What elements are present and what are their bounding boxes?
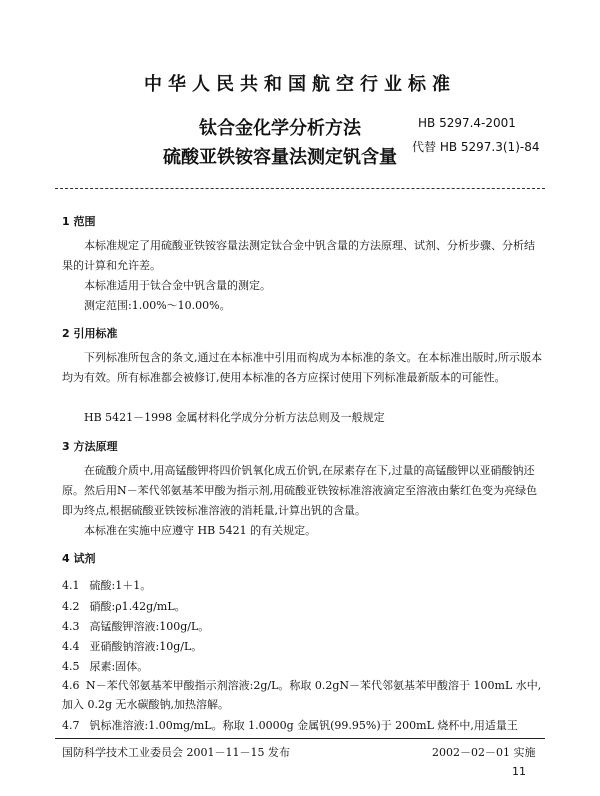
reagent-text: 高锰酸钾溶液:100g/L。 [89,620,210,633]
section-4-heading: 4 试剂 [62,552,96,565]
reagent-text: 硫酸:1＋1。 [89,579,152,592]
reagent-number: 4.4 [62,640,80,653]
issue-date: 国防科学技术工业委员会 2001－11－15 发布 [62,746,290,759]
section-1-paragraph-1: 本标准规定了用硫酸亚铁铵容量法测定钛合金中钒含量的方法原理、试剂、分析步骤、分析结果的计算和允许差。 [62,239,535,272]
section-1-paragraph-3: 测定范围:1.00%～10.00%。 [84,299,231,312]
reagent-item [62,618,544,634]
implementation-date: 2002－02－01 实施 [432,746,536,759]
section-3-paragraph-2: 本标准在实施中应遵守 HB 5421 的有关规定。 [84,524,317,537]
reagent-item [62,676,544,714]
section-2-heading: 2 引用标准 [62,327,118,340]
reagent-text: N－苯代邻氨基苯甲酸指示剂溶液:2g/L。称取 0.2gN－苯代邻氨基苯甲酸溶于 100mL 水中,加入 0.2g 无水碳酸钠,加热溶解。 [62,679,542,711]
replaces-standard: 代替 HB 5297.3(1)-84 [412,140,540,154]
section-2-reference: HB 5421－1998 金属材料化学成分分析方法总则及一般规定 [84,411,385,424]
reagent-item [62,717,544,733]
reagent-number: 4.6 [62,679,80,692]
section-1-paragraph-2: 本标准适用于钛合金中钒含量的测定。 [84,279,271,292]
reagent-number: 4.5 [62,660,80,673]
reagent-number: 4.1 [62,579,80,592]
document-title-line2: 硫酸亚铁铵容量法测定钒含量 [163,147,397,168]
reagent-number: 4.3 [62,620,80,633]
reagent-number: 4.7 [62,719,80,732]
reagent-number: 4.2 [62,600,80,613]
page-number: 11 [512,765,526,778]
section-1-heading: 1 范围 [62,215,96,228]
reagent-item [62,598,544,614]
section-3-heading: 3 方法原理 [62,440,118,453]
reagent-item [62,638,544,654]
reagent-text: 尿素:固体。 [89,660,149,673]
reagent-item [62,577,544,593]
reagent-text: 硝酸:ρ1.42g/mL。 [89,600,186,613]
header-divider [55,188,545,189]
section-3-paragraph-1: 在硫酸介质中,用高锰酸钾将四价钒氧化成五价钒,在尿素存在下,过量的高锰酸钾以亚硝酸钠还原。然后用N－苯代邻氨基苯甲酸为指示剂,用硫酸亚铁铵标准溶液滴定至溶液由紫红色变为亮绿色即为终点,根据硫酸亚铁铵标准溶液的消耗量,计算出钒的含量。 [62,464,538,517]
section-2-paragraph-1: 下列标准所包含的条文,通过在本标准中引用而构成为本标准的条文。在本标准出版时,所示版本均为有效。所有标准都会被修订,使用本标准的各方应探讨使用下列标准最新版本的可能性。 [62,351,542,384]
document-title-line1: 钛合金化学分析方法 [199,118,361,139]
reagent-text: 亚硝酸钠溶液:10g/L。 [89,640,203,653]
reagent-text: 钒标准溶液:1.00mg/mL。称取 1.0000g 金属钒(99.95%)于 200mL 烧杯中,用适量王 [89,719,518,732]
industry-standard-heading: 中华人民共和国航空行业标准 [144,74,456,95]
footer-divider [55,738,545,739]
standard-number: HB 5297.4-2001 [418,116,516,130]
reagent-item [62,658,544,674]
